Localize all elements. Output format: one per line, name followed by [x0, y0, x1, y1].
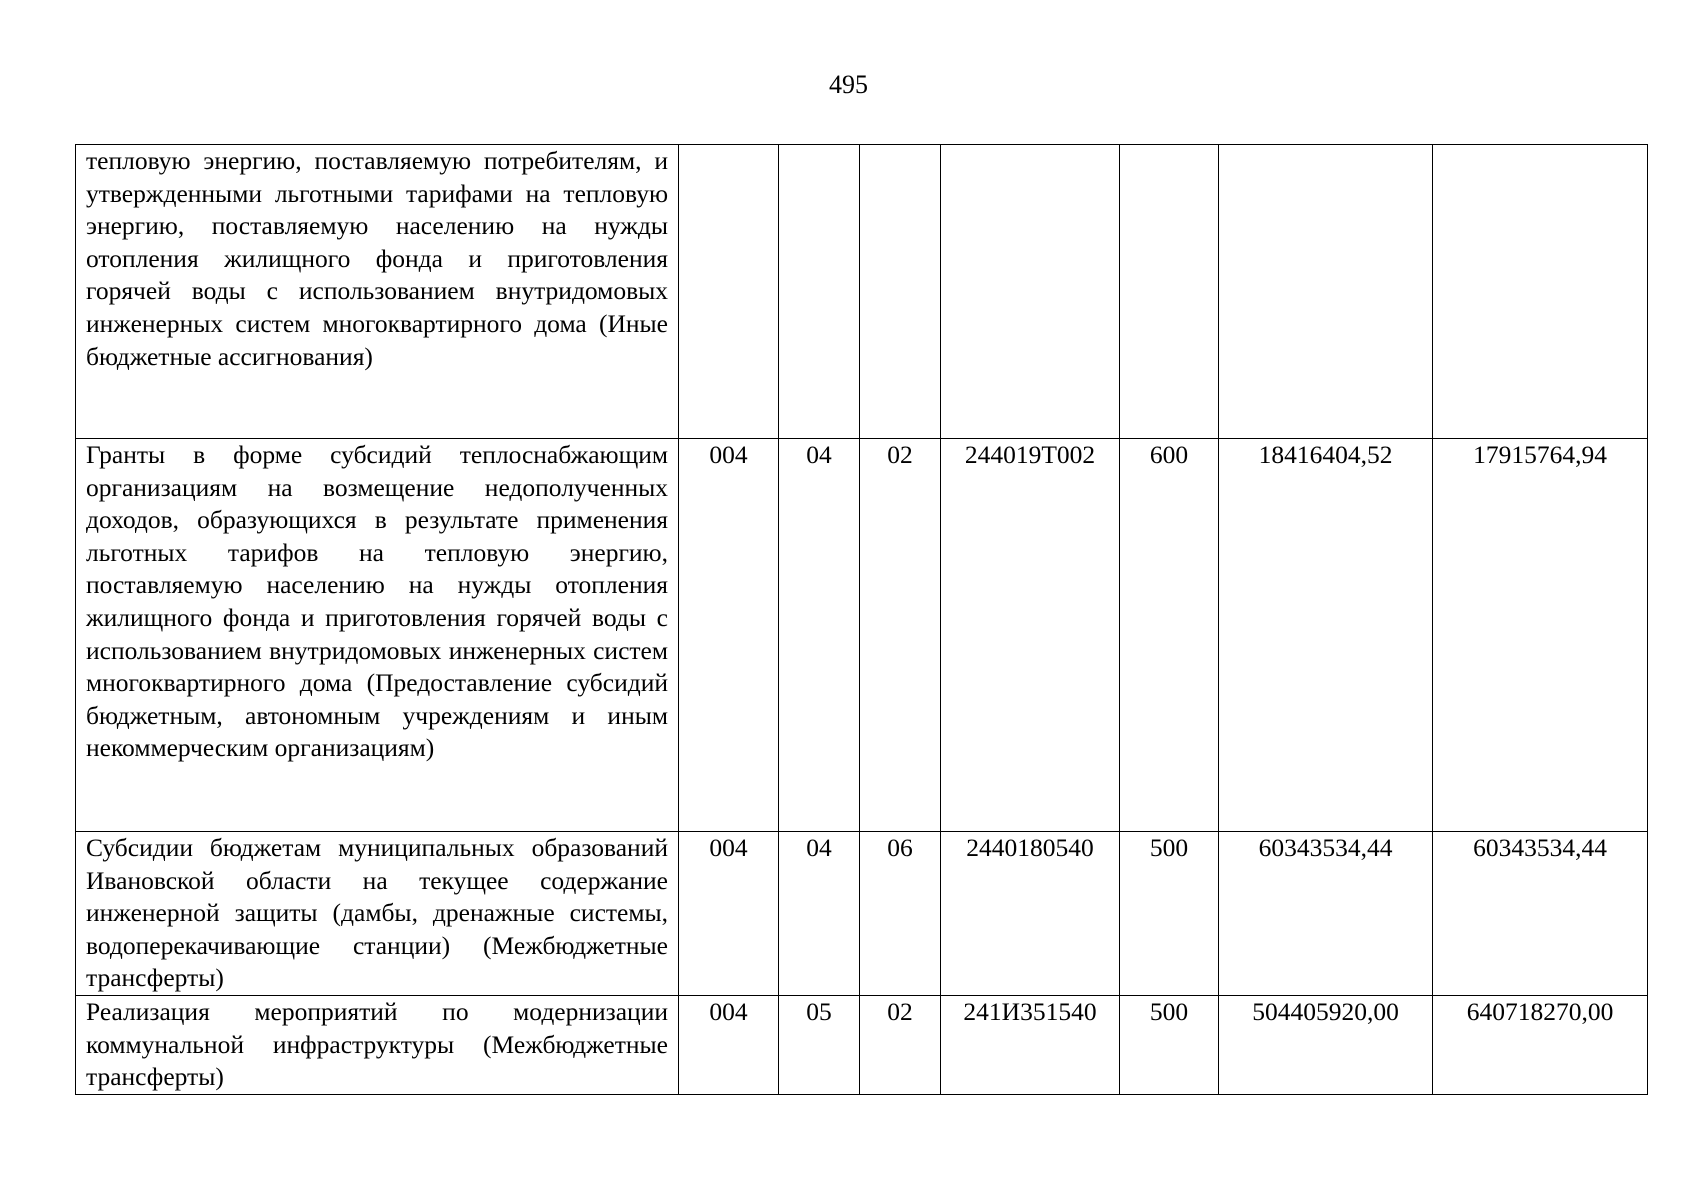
table-row: [76, 996, 1648, 1095]
row-razdel: 05: [779, 996, 860, 1095]
row-sum-1: [1219, 145, 1433, 439]
row-sum-2: [1433, 145, 1648, 439]
row-sum-2: 17915764,94: [1433, 439, 1648, 832]
row-expense-type: 600: [1120, 439, 1219, 832]
row-razdel: 04: [779, 439, 860, 832]
row-razdel: 04: [779, 832, 860, 996]
row-grbs: 004: [679, 996, 779, 1095]
row-description: тепловую энергию, поставляемую потребителям, и утвержденными льготными тарифами на тепловую энергию, поставляемую населению на нужды отопления жилищного фонда и приготовления горячей воды с использованием внутридомовых инженерных систем многоквартирного дома (Иные бюджетные ассигнования): [76, 145, 679, 439]
row-target-code: [941, 145, 1120, 439]
row-target-code: 244019Т002: [941, 439, 1120, 832]
page-number: 495: [829, 70, 868, 99]
row-sum-1: 18416404,52: [1219, 439, 1433, 832]
row-grbs: 004: [679, 832, 779, 996]
row-podrazdel: 02: [860, 996, 941, 1095]
row-grbs: 004: [679, 439, 779, 832]
row-target-code: 2440180540: [941, 832, 1120, 996]
row-sum-2: 60343534,44: [1433, 832, 1648, 996]
row-grbs: [679, 145, 779, 439]
table-row: [76, 439, 1648, 832]
row-podrazdel: 02: [860, 439, 941, 832]
row-podrazdel: [860, 145, 941, 439]
table-row: [76, 832, 1648, 996]
row-podrazdel: 06: [860, 832, 941, 996]
row-expense-type: 500: [1120, 996, 1219, 1095]
row-sum-2: 640718270,00: [1433, 996, 1648, 1095]
row-sum-1: 504405920,00: [1219, 996, 1433, 1095]
row-expense-type: [1120, 145, 1219, 439]
table-row: [76, 145, 1648, 439]
row-description: Реализация мероприятий по модернизации коммунальной инфраструктуры (Межбюджетные трансферты): [76, 996, 679, 1095]
row-target-code: 241И351540: [941, 996, 1120, 1095]
row-razdel: [779, 145, 860, 439]
row-description: Гранты в форме субсидий теплоснабжающим организациям на возмещение недополученных доходов, образующихся в результате применения льготных тарифов на тепловую энергию, поставляемую населению на нужды отопления жилищного фонда и приготовления горячей воды с использованием внутридомовых инженерных систем многоквартирного дома (Предоставление субсидий бюджетным, автономным учреждениям и иным некоммерческим организациям): [76, 439, 679, 832]
row-description: Субсидии бюджетам муниципальных образований Ивановской области на текущее содержание инженерной защиты (дамбы, дренажные системы, водоперекачивающие станции) (Межбюджетные трансферты): [76, 832, 679, 996]
budget-table: [75, 144, 1648, 1095]
row-expense-type: 500: [1120, 832, 1219, 996]
row-sum-1: 60343534,44: [1219, 832, 1433, 996]
